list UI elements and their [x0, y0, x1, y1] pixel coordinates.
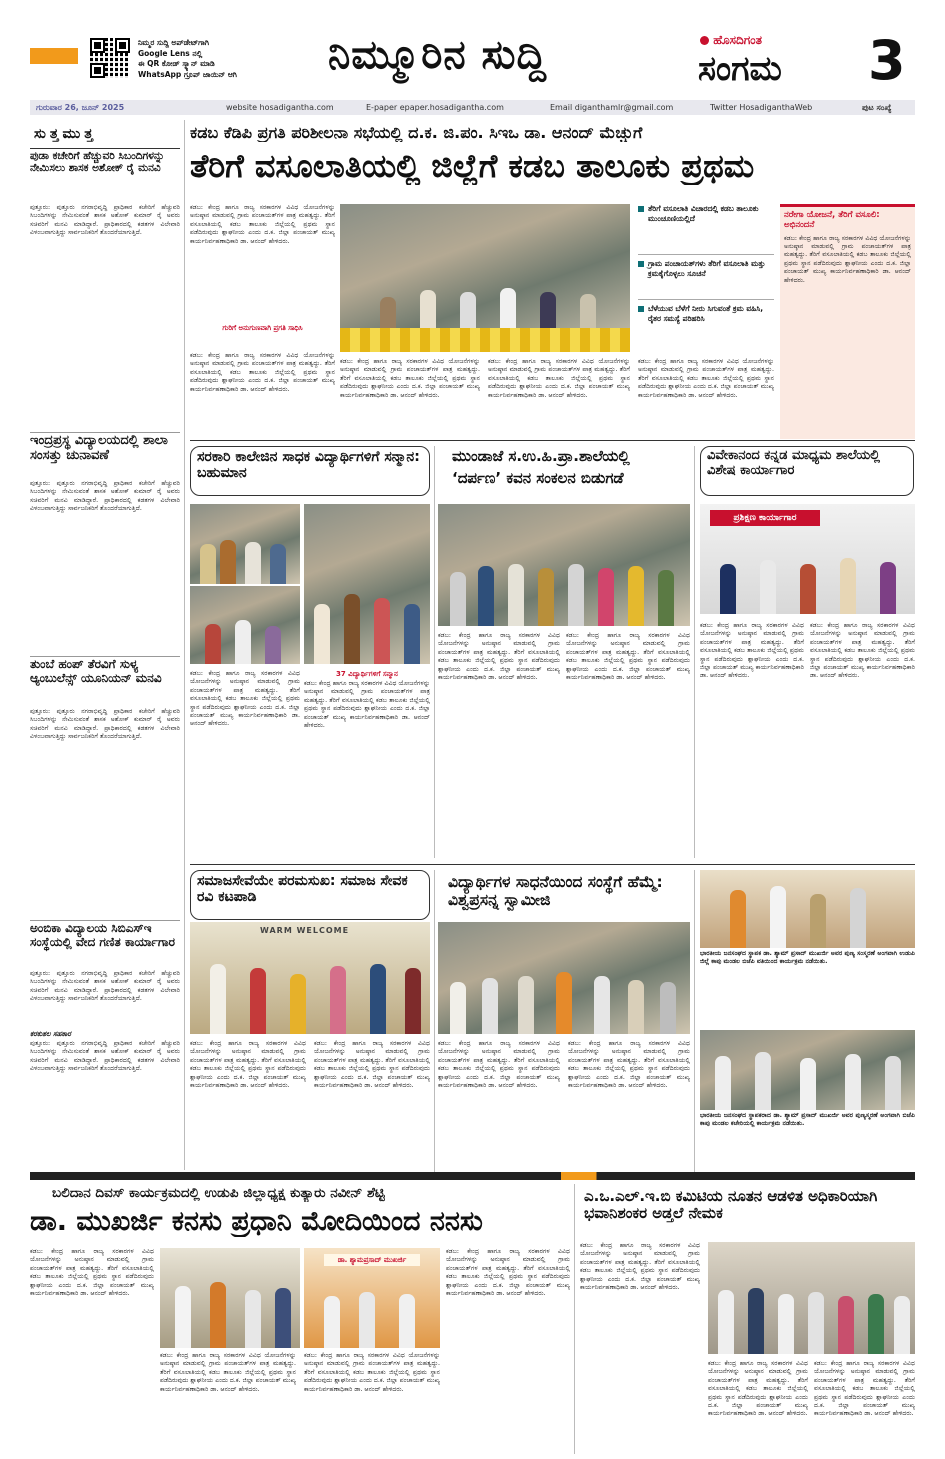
- sidebox-body: ಕಡಬ: ಕೇಂದ್ರ ಹಾಗೂ ರಾಜ್ಯ ಸರಕಾರಗಳ ವಿವಿಧ ಯೋಜನೆಗಳನ್ನು ಅನುಷ್ಠಾನ ಮಾಡುವಲ್ಲಿ ಗ್ರಾಮ ಪಂಚಾಯತ್‌ಗಳ ಪಾತ್ರ ಮಹತ್ವದ್ದು. ತೆರಿಗೆ ವಸೂಲಾತಿಯಲ್ಲಿ ಕಡಬ ತಾಲೂಕು ಜಿಲ್ಲೆಯಲ್ಲಿ ಪ್ರಥಮ ಸ್ಥಾನ ಪಡೆದಿರುವುದು ಶ್ಲಾಘನೀಯ ಎಂದು ದ.ಕ. ಜಿಲ್ಲಾ ಪಂಚಾಯತ್ ಮುಖ್ಯ ಕಾರ್ಯನಿರ್ವಹಣಾಧಿಕಾರಿ ಡಾ. ಆನಂದ್ ಹೇಳಿದರು.: [784, 234, 911, 284]
- ravi-body-1: ಕಡಬ: ಕೇಂದ್ರ ಹಾಗೂ ರಾಜ್ಯ ಸರಕಾರಗಳ ವಿವಿಧ ಯೋಜನೆಗಳನ್ನು ಅನುಷ್ಠಾನ ಮಾಡುವಲ್ಲಿ ಗ್ರಾಮ ಪಂಚಾಯತ್‌ಗಳ ಪಾತ್ರ ಮಹತ್ವದ್ದು. ತೆರಿಗೆ ವಸೂಲಾತಿಯಲ್ಲಿ ಕಡಬ ತಾಲೂಕು ಜಿಲ್ಲೆಯಲ್ಲಿ ಪ್ರಥಮ ಸ್ಥಾನ ಪಡೆದಿರುವುದು ಶ್ಲಾಘನೀಯ ಎಂದು ದ.ಕ. ಜಿಲ್ಲಾ ಪಂಚಾಯತ್ ಮುಖ್ಯ ಕಾರ್ಯನಿರ್ವಹಣಾಧಿಕಾರಿ ಡಾ. ಆನಂದ್ ಹೇಳಿದರು.: [190, 1040, 306, 1090]
- issue-date: ಗುರುವಾರ 26, ಜೂನ್ 2025: [36, 103, 125, 112]
- brief-headline-4: ಅಂಬಿಕಾ ವಿದ್ಯಾಲಯ ಸಿಬಿಎಸ್‌ಇ ಸಂಸ್ಥೆಯಲ್ಲಿ ವೇದ ಗಣಿತ ಕಾರ್ಯಾಗಾರ: [30, 921, 175, 949]
- mundaje-headline-2: ‘ದರ್ಪಣ’ ಕವನ ಸಂಕಲನ ಬಿಡುಗಡೆ: [452, 469, 624, 487]
- vivekananda-photo: [700, 504, 915, 614]
- story-vivekananda: [700, 446, 915, 861]
- kapu-caption-2: ಭಾರತೀಯ ಜನಸಂಘದ ಸ್ಥಾಪಕರಾದ ಡಾ. ಶ್ಯಾಮ್ ಪ್ರಸಾದ್ ಮುಖರ್ಜಿ ಅವರ ಪುಣ್ಯಸ್ಮರಣೆ ಅಂಗವಾಗಿ ಬಿಜೆಪಿ ಕಾಪು ಮಂಡಲ ಕಚೇರಿಯಲ್ಲಿ ಕಾರ್ಯಕ್ರಮ ನಡೆಯಿತು.: [700, 1112, 915, 1128]
- brief-headline-3: ತುಂಬೆ ಹಂಪ್ ತೆರವಿಗೆ ಸುಳ್ಯ ಆ್ಯಂಬುಲೆನ್ಸ್ ಯೂನಿಯನ್ ಮನವಿ: [30, 657, 162, 685]
- lead-bullet-2: ಗ್ರಾಮ ಪಂಚಾಯತ್‌ಗಳು ತೆರಿಗೆ ವಸೂಲಾತಿ ಮತ್ತು ಕ್ರಮಕೈಗೊಳ್ಳಲು ಸೂಚನೆ: [638, 259, 774, 300]
- brand-name: [700, 34, 762, 48]
- epaper-link[interactable]: E-paper epaper.hosadigantha.com: [366, 103, 504, 112]
- mundaje-body-2: ಕಡಬ: ಕೇಂದ್ರ ಹಾಗೂ ರಾಜ್ಯ ಸರಕಾರಗಳ ವಿವಿಧ ಯೋಜನೆಗಳನ್ನು ಅನುಷ್ಠಾನ ಮಾಡುವಲ್ಲಿ ಗ್ರಾಮ ಪಂಚಾಯತ್‌ಗಳ ಪಾತ್ರ ಮಹತ್ವದ್ದು. ತೆರಿಗೆ ವಸೂಲಾತಿಯಲ್ಲಿ ಕಡಬ ತಾಲೂಕು ಜಿಲ್ಲೆಯಲ್ಲಿ ಪ್ರಥಮ ಸ್ಥಾನ ಪಡೆದಿರುವುದು ಶ್ಲಾಘನೀಯ ಎಂದು ದ.ಕ. ಜಿಲ್ಲಾ ಪಂಚಾಯತ್ ಮುಖ್ಯ ಕಾರ್ಯನಿರ್ವಹಣಾಧಿಕಾರಿ ಡಾ. ಆನಂದ್ ಹೇಳಿದರು.: [566, 632, 690, 682]
- lead-body-col2: ಕಡಬ: ಕೇಂದ್ರ ಹಾಗೂ ರಾಜ್ಯ ಸರಕಾರಗಳ ವಿವಿಧ ಯೋಜನೆಗಳನ್ನು ಅನುಷ್ಠಾನ ಮಾಡುವಲ್ಲಿ ಗ್ರಾಮ ಪಂಚಾಯತ್‌ಗಳ ಪಾತ್ರ ಮಹತ್ವದ್ದು. ತೆರಿಗೆ ವಸೂಲಾತಿಯಲ್ಲಿ ಕಡಬ ತಾಲೂಕು ಜಿಲ್ಲೆಯಲ್ಲಿ ಪ್ರಥಮ ಸ್ಥಾನ ಪಡೆದಿರುವುದು ಶ್ಲಾಘನೀಯ ಎಂದು ದ.ಕ. ಜಿಲ್ಲಾ ಪಂಚಾಯತ್ ಮುಖ್ಯ ಕಾರ್ಯನಿರ್ವಹಣಾಧಿಕಾರಿ ಡಾ. ಆನಂದ್ ಹೇಳಿದರು.: [340, 358, 480, 399]
- aoleb-headline: ಎ.ಒ.ಎಲ್.ಇ.ಬಿ ಕಮಿಟಿಯ ನೂತನ ಆಡಳಿತ ಅಧಿಕಾರಿಯಾಗಿ ಭವಾನಿಶಂಕರ ಅಡ್ತಲೆ ನೇಮಕ: [584, 1187, 878, 1223]
- email-link[interactable]: Email diganthamlr@gmail.com: [550, 103, 674, 112]
- page-number: 3: [868, 29, 906, 92]
- lead-kicker: ಕಡಬ ಕೆಡಿಪಿ ಪ್ರಗತಿ ಪರಿಶೀಲನಾ ಸಭೆಯಲ್ಲಿ ದ.ಕ. ಜಿ.ಪಂ. ಸಿಇಒ ಡಾ. ಆನಂದ್ ಮೆಚ್ಚುಗೆ: [190, 124, 643, 142]
- brief-body-3: ಪುತ್ತೂರು: ಪುತ್ತೂರು ನಗರಾಭಿವೃದ್ಧಿ ಪ್ರಾಧಿಕಾರ ಕಚೇರಿಗೆ ಹೆಚ್ಚುವರಿ ಸಿಬಂದಿಗಳನ್ನು ನೇಮಿಸುವಂತೆ ಶಾಸಕ ಅಶೋಕ್ ಕುಮಾರ್ ರೈ ಅವರು ಸಚಿವರಿಗೆ ಮನವಿ ಮಾಡಿದ್ದಾರೆ. ಪ್ರಾಧಿಕಾರದಲ್ಲಿ ಕಡತಗಳ ವಿಲೇವಾರಿ ವಿಳಂಬವಾಗುತ್ತಿದ್ದು ಸಾರ್ವಜನಿಕರಿಗೆ ತೊಂದರೆಯಾಗುತ್ತಿದೆ.: [30, 708, 180, 741]
- swamiji-body-2: ಕಡಬ: ಕೇಂದ್ರ ಹಾಗೂ ರಾಜ್ಯ ಸರಕಾರಗಳ ವಿವಿಧ ಯೋಜನೆಗಳನ್ನು ಅನುಷ್ಠಾನ ಮಾಡುವಲ್ಲಿ ಗ್ರಾಮ ಪಂಚಾಯತ್‌ಗಳ ಪಾತ್ರ ಮಹತ್ವದ್ದು. ತೆರಿಗೆ ವಸೂಲಾತಿಯಲ್ಲಿ ಕಡಬ ತಾಲೂಕು ಜಿಲ್ಲೆಯಲ್ಲಿ ಪ್ರಥಮ ಸ್ಥಾನ ಪಡೆದಿರುವುದು ಶ್ಲಾಘನೀಯ ಎಂದು ದ.ಕ. ಜಿಲ್ಲಾ ಪಂಚಾಯತ್ ಮುಖ್ಯ ಕಾರ್ಯನಿರ್ವಹಣಾಧಿಕಾರಿ ಡಾ. ಆನಂದ್ ಹೇಳಿದರು.: [568, 1040, 690, 1090]
- aoleb-body-3: ಕಡಬ: ಕೇಂದ್ರ ಹಾಗೂ ರಾಜ್ಯ ಸರಕಾರಗಳ ವಿವಿಧ ಯೋಜನೆಗಳನ್ನು ಅನುಷ್ಠಾನ ಮಾಡುವಲ್ಲಿ ಗ್ರಾಮ ಪಂಚಾಯತ್‌ಗಳ ಪಾತ್ರ ಮಹತ್ವದ್ದು. ತೆರಿಗೆ ವಸೂಲಾತಿಯಲ್ಲಿ ಕಡಬ ತಾಲೂಕು ಜಿಲ್ಲೆಯಲ್ಲಿ ಪ್ರಥಮ ಸ್ಥಾನ ಪಡೆದಿರುವುದು ಶ್ಲಾಘನೀಯ ಎಂದು ದ.ಕ. ಜಿಲ್ಲಾ ಪಂಚಾಯತ್ ಮುಖ್ಯ ಕಾರ್ಯನಿರ್ವಹಣಾಧಿಕಾರಿ ಡಾ. ಆನಂದ್ ಹೇಳಿದರು.: [814, 1360, 915, 1418]
- college-body-1: ಕಡಬ: ಕೇಂದ್ರ ಹಾಗೂ ರಾಜ್ಯ ಸರಕಾರಗಳ ವಿವಿಧ ಯೋಜನೆಗಳನ್ನು ಅನುಷ್ಠಾನ ಮಾಡುವಲ್ಲಿ ಗ್ರಾಮ ಪಂಚಾಯತ್‌ಗಳ ಪಾತ್ರ ಮಹತ್ವದ್ದು. ತೆರಿಗೆ ವಸೂಲಾತಿಯಲ್ಲಿ ಕಡಬ ತಾಲೂಕು ಜಿಲ್ಲೆಯಲ್ಲಿ ಪ್ರಥಮ ಸ್ಥಾನ ಪಡೆದಿರುವುದು ಶ್ಲಾಘನೀಯ ಎಂದು ದ.ಕ. ಜಿಲ್ಲಾ ಪಂಚಾಯತ್ ಮುಖ್ಯ ಕಾರ್ಯನಿರ್ವಹಣಾಧಿಕಾರಿ ಡಾ. ಆನಂದ್ ಹೇಳಿದರು.: [190, 670, 300, 728]
- mukherjee-body-4: ಕಡಬ: ಕೇಂದ್ರ ಹಾಗೂ ರಾಜ್ಯ ಸರಕಾರಗಳ ವಿವಿಧ ಯೋಜನೆಗಳನ್ನು ಅನುಷ್ಠಾನ ಮಾಡುವಲ್ಲಿ ಗ್ರಾಮ ಪಂಚಾಯತ್‌ಗಳ ಪಾತ್ರ ಮಹತ್ವದ್ದು. ತೆರಿಗೆ ವಸೂಲಾತಿಯಲ್ಲಿ ಕಡಬ ತಾಲೂಕು ಜಿಲ್ಲೆಯಲ್ಲಿ ಪ್ರಥಮ ಸ್ಥಾನ ಪಡೆದಿರುವುದು ಶ್ಲಾಘನೀಯ ಎಂದು ದ.ಕ. ಜಿಲ್ಲಾ ಪಂಚಾಯತ್ ಮುಖ್ಯ ಕಾರ್ಯನಿರ್ವಹಣಾಧಿಕಾರಿ ಡಾ. ಆನಂದ್ ಹೇಳಿದರು.: [446, 1248, 570, 1298]
- aoleb-photo: [708, 1242, 915, 1354]
- qr-note-line2: Google Lens ನಲ್ಲಿ: [138, 48, 203, 58]
- lead-photo: [340, 204, 630, 352]
- brief-body-2: ಪುತ್ತೂರು: ಪುತ್ತೂರು ನಗರಾಭಿವೃದ್ಧಿ ಪ್ರಾಧಿಕಾರ ಕಚೇರಿಗೆ ಹೆಚ್ಚುವರಿ ಸಿಬಂದಿಗಳನ್ನು ನೇಮಿಸುವಂತೆ ಶಾಸಕ ಅಶೋಕ್ ಕುಮಾರ್ ರೈ ಅವರು ಸಚಿವರಿಗೆ ಮನವಿ ಮಾಡಿದ್ದಾರೆ. ಪ್ರಾಧಿಕಾರದಲ್ಲಿ ಕಡತಗಳ ವಿಲೇವಾರಿ ವಿಳಂಬವಾಗುತ್ತಿದ್ದು ಸಾರ್ವಜನಿಕರಿಗೆ ತೊಂದರೆಯಾಗುತ್ತಿದೆ.: [30, 480, 180, 513]
- mukherjee-banner: ಡಾ. ಶ್ಯಾಮಪ್ರಸಾದ್ ಮುಖರ್ಜಿ: [324, 1254, 420, 1266]
- mundaje-headline-1: ಮುಂಡಾಜೆ ಸ.ಉ.ಹಿ.ಪ್ರಾ.ಶಾಲೆಯಲ್ಲಿ: [452, 447, 630, 465]
- brief-body-4b: ಪುತ್ತೂರು: ಪುತ್ತೂರು ನಗರಾಭಿವೃದ್ಧಿ ಪ್ರಾಧಿಕಾರ ಕಚೇರಿಗೆ ಹೆಚ್ಚುವರಿ ಸಿಬಂದಿಗಳನ್ನು ನೇಮಿಸುವಂತೆ ಶಾಸಕ ಅಶೋಕ್ ಕುಮಾರ್ ರೈ ಅವರು ಸಚಿವರಿಗೆ ಮನವಿ ಮಾಡಿದ್ದಾರೆ. ಪ್ರಾಧಿಕಾರದಲ್ಲಿ ಕಡತಗಳ ವಿಲೇವಾರಿ ವಿಳಂಬವಾಗುತ್ತಿದ್ದು ಸಾರ್ವಜನಿಕರಿಗೆ ತೊಂದರೆಯಾಗುತ್ತಿದೆ.: [30, 1040, 180, 1073]
- college-body-2: ಕಡಬ: ಕೇಂದ್ರ ಹಾಗೂ ರಾಜ್ಯ ಸರಕಾರಗಳ ವಿವಿಧ ಯೋಜನೆಗಳನ್ನು ಅನುಷ್ಠಾನ ಮಾಡುವಲ್ಲಿ ಗ್ರಾಮ ಪಂಚಾಯತ್‌ಗಳ ಪಾತ್ರ ಮಹತ್ವದ್ದು. ತೆರಿಗೆ ವಸೂಲಾತಿಯಲ್ಲಿ ಕಡಬ ತಾಲೂಕು ಜಿಲ್ಲೆಯಲ್ಲಿ ಪ್ರಥಮ ಸ್ಥಾನ ಪಡೆದಿರುವುದು ಶ್ಲಾಘನೀಯ ಎಂದು ದ.ಕ. ಜಿಲ್ಲಾ ಪಂಚಾಯತ್ ಮುಖ್ಯ ಕಾರ್ಯನಿರ್ವಹಣಾಧಿಕಾರಿ ಡಾ. ಆನಂದ್ ಹೇಳಿದರು.: [304, 680, 430, 730]
- brief-body-4a: ಪುತ್ತೂರು: ಪುತ್ತೂರು ನಗರಾಭಿವೃದ್ಧಿ ಪ್ರಾಧಿಕಾರ ಕಚೇರಿಗೆ ಹೆಚ್ಚುವರಿ ಸಿಬಂದಿಗಳನ್ನು ನೇಮಿಸುವಂತೆ ಶಾಸಕ ಅಶೋಕ್ ಕುಮಾರ್ ರೈ ಅವರು ಸಚಿವರಿಗೆ ಮನವಿ ಮಾಡಿದ್ದಾರೆ. ಪ್ರಾಧಿಕಾರದಲ್ಲಿ ಕಡತಗಳ ವಿಲೇವಾರಿ ವಿಳಂಬವಾಗುತ್ತಿದ್ದು ಸಾರ್ವಜನಿಕರಿಗೆ ತೊಂದರೆಯಾಗುತ್ತಿದೆ.: [30, 970, 180, 1003]
- ravi-photo: [190, 922, 430, 1034]
- lead-body-col1: ಕಡಬ: ಕೇಂದ್ರ ಹಾಗೂ ರಾಜ್ಯ ಸರಕಾರಗಳ ವಿವಿಧ ಯೋಜನೆಗಳನ್ನು ಅನುಷ್ಠಾನ ಮಾಡುವಲ್ಲಿ ಗ್ರಾಮ ಪಂಚಾಯತ್‌ಗಳ ಪಾತ್ರ ಮಹತ್ವದ್ದು. ತೆರಿಗೆ ವಸೂಲಾತಿಯಲ್ಲಿ ಕಡಬ ತಾಲೂಕು ಜಿಲ್ಲೆಯಲ್ಲಿ ಪ್ರಥಮ ಸ್ಥಾನ ಪಡೆದಿರುವುದು ಶ್ಲಾಘನೀಯ ಎಂದು ದ.ಕ. ಜಿಲ್ಲಾ ಪಂಚಾಯತ್ ಮುಖ್ಯ ಕಾರ್ಯನಿರ್ವಹಣಾಧಿಕಾರಿ ಡಾ. ಆನಂದ್ ಹೇಳಿದರು.: [190, 352, 335, 393]
- mukherjee-body-1: ಕಡಬ: ಕೇಂದ್ರ ಹಾಗೂ ರಾಜ್ಯ ಸರಕಾರಗಳ ವಿವಿಧ ಯೋಜನೆಗಳನ್ನು ಅನುಷ್ಠಾನ ಮಾಡುವಲ್ಲಿ ಗ್ರಾಮ ಪಂಚಾಯತ್‌ಗಳ ಪಾತ್ರ ಮಹತ್ವದ್ದು. ತೆರಿಗೆ ವಸೂಲಾತಿಯಲ್ಲಿ ಕಡಬ ತಾಲೂಕು ಜಿಲ್ಲೆಯಲ್ಲಿ ಪ್ರಥಮ ಸ್ಥಾನ ಪಡೆದಿರುವುದು ಶ್ಲಾಘನೀಯ ಎಂದು ದ.ಕ. ಜಿಲ್ಲಾ ಪಂಚಾಯತ್ ಮುಖ್ಯ ಕಾರ್ಯನಿರ್ವಹಣಾಧಿಕಾರಿ ಡಾ. ಆನಂದ್ ಹೇಳಿದರು.: [30, 1248, 154, 1298]
- story-mundaje: [438, 446, 690, 861]
- mukherjee-photo-2: [304, 1248, 440, 1348]
- college-headline: ಸರಕಾರಿ ಕಾಲೇಜಿನ ಸಾಧಕ ವಿದ್ಯಾರ್ಥಿಗಳಿಗೆ ಸನ್ಮಾನ: ಬಹುಮಾನ: [190, 446, 430, 496]
- lead-body-col4: ಕಡಬ: ಕೇಂದ್ರ ಹಾಗೂ ರಾಜ್ಯ ಸರಕಾರಗಳ ವಿವಿಧ ಯೋಜನೆಗಳನ್ನು ಅನುಷ್ಠಾನ ಮಾಡುವಲ್ಲಿ ಗ್ರಾಮ ಪಂಚಾಯತ್‌ಗಳ ಪಾತ್ರ ಮಹತ್ವದ್ದು. ತೆರಿಗೆ ವಸೂಲಾತಿಯಲ್ಲಿ ಕಡಬ ತಾಲೂಕು ಜಿಲ್ಲೆಯಲ್ಲಿ ಪ್ರಥಮ ಸ್ಥಾನ ಪಡೆದಿರುವುದು ಶ್ಲಾಘನೀಯ ಎಂದು ದ.ಕ. ಜಿಲ್ಲಾ ಪಂಚಾಯತ್ ಮುಖ್ಯ ಕಾರ್ಯನಿರ್ವಹಣಾಧಿಕಾರಿ ಡಾ. ಆನಂದ್ ಹೇಳಿದರು.: [638, 358, 774, 399]
- ravi-headline: ಸಮಾಜಸೇವೆಯೇ ಪರಮಸುಖ: ಸಮಾಜ ಸೇವಕ ರವಿ ಕಟಪಾಡಿ: [190, 870, 430, 920]
- story-ravi: [190, 870, 430, 1176]
- column-header: ಸುತ್ತಮುತ್ತ: [34, 126, 97, 142]
- mukherjee-photo-1: [160, 1248, 300, 1348]
- website-link[interactable]: website hosadigantha.com: [226, 103, 334, 112]
- lead-subhead: ಗುರಿಗೆ ಅನುಗುಣವಾಗಿ ಪ್ರಗತಿ ಸಾಧಿಸಿ: [222, 324, 303, 332]
- qr-note-line1: ನಿಮ್ಮರ ಸುದ್ದಿ ಅಪ್‌ಡೇಟ್‌ಗಾಗಿ: [138, 38, 209, 47]
- college-subhead: 37 ವಿದ್ಯಾರ್ಥಿಗಳಿಗೆ ಸನ್ಮಾನ: [336, 670, 398, 678]
- section-title: ಸಂಗಮ: [698, 49, 782, 89]
- qr-note-line3: ಈ QR ಕೋಡ್ ಸ್ಕ್ಯಾನ್ ಮಾಡಿ: [138, 59, 215, 68]
- kapu-caption-1: ಭಾರತೀಯ ಜನಸಂಘದ ಸ್ಥಾಪಕ ಡಾ. ಶ್ಯಾಮ್ ಪ್ರಸಾದ್ ಮುಖರ್ಜಿ ಅವರ ಪುಣ್ಯ ಸಂಸ್ಮರಣೆ ಅಂಗವಾಗಿ ಉಡುಪಿ ಜಿಲ್ಲೆ ಕಾಪು ಮಂಡಲ ಬಿಜೆಪಿ ವತಿಯಿಂದ ಕಾರ್ಯಕ್ರಮ ನಡೆಯಿತು.: [700, 950, 915, 966]
- bottom-divider: [30, 1172, 915, 1180]
- brand-logo-icon: [700, 36, 709, 45]
- story-aoleb: [580, 1184, 915, 1454]
- vivekananda-headline: ವಿವೇಕಾನಂದ ಕನ್ನಡ ಮಾಧ್ಯಮ ಶಾಲೆಯಲ್ಲಿ ವಿಶೇಷ ಕಾರ್ಯಾಗಾರ: [700, 446, 914, 496]
- bottom-kicker: ಬಲಿದಾನ ದಿವಸ್ ಕಾರ್ಯಕ್ರಮದಲ್ಲಿ ಉಡುಪಿ ಜಿಲ್ಲಾಧ್ಯಕ್ಷ ಕುತ್ಯಾರು ನವೀನ್ ಶೆಟ್ಟಿ: [52, 1186, 385, 1201]
- aoleb-body-2: ಕಡಬ: ಕೇಂದ್ರ ಹಾಗೂ ರಾಜ್ಯ ಸರಕಾರಗಳ ವಿವಿಧ ಯೋಜನೆಗಳನ್ನು ಅನುಷ್ಠಾನ ಮಾಡುವಲ್ಲಿ ಗ್ರಾಮ ಪಂಚಾಯತ್‌ಗಳ ಪಾತ್ರ ಮಹತ್ವದ್ದು. ತೆರಿಗೆ ವಸೂಲಾತಿಯಲ್ಲಿ ಕಡಬ ತಾಲೂಕು ಜಿಲ್ಲೆಯಲ್ಲಿ ಪ್ರಥಮ ಸ್ಥಾನ ಪಡೆದಿರುವುದು ಶ್ಲಾಘನೀಯ ಎಂದು ದ.ಕ. ಜಿಲ್ಲಾ ಪಂಚಾಯತ್ ಮುಖ್ಯ ಕಾರ್ಯನಿರ್ವಹಣಾಧಿಕಾರಿ ಡಾ. ಆನಂದ್ ಹೇಳಿದರು.: [708, 1360, 808, 1418]
- kapu-photo-1: [700, 870, 915, 948]
- story-swamiji: [438, 870, 690, 1176]
- lead-bullets: [638, 204, 774, 354]
- college-photo: [190, 504, 300, 584]
- story-mukherjee: [30, 1184, 570, 1454]
- lead-body-left: ಕಡಬ: ಕೇಂದ್ರ ಹಾಗೂ ರಾಜ್ಯ ಸರಕಾರಗಳ ವಿವಿಧ ಯೋಜನೆಗಳನ್ನು ಅನುಷ್ಠಾನ ಮಾಡುವಲ್ಲಿ ಗ್ರಾಮ ಪಂಚಾಯತ್‌ಗಳ ಪಾತ್ರ ಮಹತ್ವದ್ದು. ತೆರಿಗೆ ವಸೂಲಾತಿಯಲ್ಲಿ ಕಡಬ ತಾಲೂಕು ಜಿಲ್ಲೆಯಲ್ಲಿ ಪ್ರಥಮ ಸ್ಥಾನ ಪಡೆದಿರುವುದು ಶ್ಲಾಘನೀಯ ಎಂದು ದ.ಕ. ಜಿಲ್ಲಾ ಪಂಚಾಯತ್ ಮುಖ್ಯ ಕಾರ್ಯನಿರ್ವಹಣಾಧಿಕಾರಿ ಡಾ. ಆನಂದ್ ಹೇಳಿದರು.: [190, 204, 335, 245]
- mundaje-photo: [438, 504, 690, 626]
- masthead: [0, 0, 945, 98]
- ravi-photo-banner: WARM WELCOME: [260, 926, 350, 935]
- lead-headline: ತೆರಿಗೆ ವಸೂಲಾತಿಯಲ್ಲಿ ಜಿಲ್ಲೆಗೆ ಕಡಬ ತಾಲೂಕು ಪ್ರಥಮ: [190, 148, 755, 185]
- story-mukherjee-photos: [700, 870, 915, 1176]
- bottom-headline: ಡಾ. ಮುಖರ್ಜಿ ಕನಸು ಪ್ರಧಾನಿ ಮೋದಿಯಿಂದ ನನಸು: [30, 1206, 483, 1237]
- brand-label: ಹೊಸದಿಗಂತ: [713, 33, 762, 47]
- college-photo-3: [304, 504, 430, 664]
- kapu-photo-2: [700, 1030, 915, 1110]
- aoleb-body-1: ಕಡಬ: ಕೇಂದ್ರ ಹಾಗೂ ರಾಜ್ಯ ಸರಕಾರಗಳ ವಿವಿಧ ಯೋಜನೆಗಳನ್ನು ಅನುಷ್ಠಾನ ಮಾಡುವಲ್ಲಿ ಗ್ರಾಮ ಪಂಚಾಯತ್‌ಗಳ ಪಾತ್ರ ಮಹತ್ವದ್ದು. ತೆರಿಗೆ ವಸೂಲಾತಿಯಲ್ಲಿ ಕಡಬ ತಾಲೂಕು ಜಿಲ್ಲೆಯಲ್ಲಿ ಪ್ರಥಮ ಸ್ಥಾನ ಪಡೆದಿರುವುದು ಶ್ಲಾಘನೀಯ ಎಂದು ದ.ಕ. ಜಿಲ್ಲಾ ಪಂಚಾಯತ್ ಮುಖ್ಯ ಕಾರ್ಯನಿರ್ವಹಣಾಧಿಕಾರಿ ಡಾ. ಆನಂದ್ ಹೇಳಿದರು.: [580, 1242, 700, 1292]
- ravi-body-2: ಕಡಬ: ಕೇಂದ್ರ ಹಾಗೂ ರಾಜ್ಯ ಸರಕಾರಗಳ ವಿವಿಧ ಯೋಜನೆಗಳನ್ನು ಅನುಷ್ಠಾನ ಮಾಡುವಲ್ಲಿ ಗ್ರಾಮ ಪಂಚಾಯತ್‌ಗಳ ಪಾತ್ರ ಮಹತ್ವದ್ದು. ತೆರಿಗೆ ವಸೂಲಾತಿಯಲ್ಲಿ ಕಡಬ ತಾಲೂಕು ಜಿಲ್ಲೆಯಲ್ಲಿ ಪ್ರಥಮ ಸ್ಥಾನ ಪಡೆದಿರುವುದು ಶ್ಲಾಘನೀಯ ಎಂದು ದ.ಕ. ಜಿಲ್ಲಾ ಪಂಚಾಯತ್ ಮುಖ್ಯ ಕಾರ್ಯನಿರ್ವಹಣಾಧಿಕಾರಿ ಡಾ. ಆನಂದ್ ಹೇಳಿದರು.: [314, 1040, 430, 1090]
- swamiji-photo: [438, 922, 690, 1034]
- brief-headline-2: ಇಂದ್ರಪ್ರಸ್ಥ ವಿದ್ಯಾಲಯದಲ್ಲಿ ಶಾಲಾ ಸಂಸತ್ತು ಚುನಾವಣೆ: [30, 433, 168, 463]
- brief-subhead-4: ಕರಕುಶಲ ಸಹಕಾರ: [30, 1030, 71, 1038]
- college-photo-2: [190, 586, 300, 664]
- info-bar: [30, 100, 915, 115]
- brief-headline-1: ಪುಡಾ ಕಚೇರಿಗೆ ಹೆಚ್ಚುವರಿ ಸಿಬಂದಿಗಳನ್ನು ನೇಮಿಸಲು ಶಾಸಕ ಅಶೋಕ್ ರೈ ಮನವಿ: [30, 150, 165, 175]
- swamiji-headline: ವಿದ್ಯಾರ್ಥಿಗಳ ಸಾಧನೆಯಿಂದ ಸಂಸ್ಥೆಗೆ ಹೆಮ್ಮೆ: ವಿಶ್ವಪ್ರಸನ್ನ ಸ್ವಾಮೀಜಿ: [448, 873, 663, 909]
- sidebox-title: ನರೇಗಾ ಯೋಜನೆ, ತೆರಿಗೆ ವಸೂಲಿ: ಅಭಿನಂದನೆ: [784, 210, 880, 230]
- vivekananda-body-2: ಕಡಬ: ಕೇಂದ್ರ ಹಾಗೂ ರಾಜ್ಯ ಸರಕಾರಗಳ ವಿವಿಧ ಯೋಜನೆಗಳನ್ನು ಅನುಷ್ಠಾನ ಮಾಡುವಲ್ಲಿ ಗ್ರಾಮ ಪಂಚಾಯತ್‌ಗಳ ಪಾತ್ರ ಮಹತ್ವದ್ದು. ತೆರಿಗೆ ವಸೂಲಾತಿಯಲ್ಲಿ ಕಡಬ ತಾಲೂಕು ಜಿಲ್ಲೆಯಲ್ಲಿ ಪ್ರಥಮ ಸ್ಥಾನ ಪಡೆದಿರುವುದು ಶ್ಲಾಘನೀಯ ಎಂದು ದ.ಕ. ಜಿಲ್ಲಾ ಪಂಚಾಯತ್ ಮುಖ್ಯ ಕಾರ್ಯನಿರ್ವಹಣಾಧಿಕಾರಿ ಡಾ. ಆನಂದ್ ಹೇಳಿದರು.: [810, 622, 915, 680]
- brief-body-1: ಪುತ್ತೂರು: ಪುತ್ತೂರು ನಗರಾಭಿವೃದ್ಧಿ ಪ್ರಾಧಿಕಾರ ಕಚೇರಿಗೆ ಹೆಚ್ಚುವರಿ ಸಿಬಂದಿಗಳನ್ನು ನೇಮಿಸುವಂತೆ ಶಾಸಕ ಅಶೋಕ್ ಕುಮಾರ್ ರೈ ಅವರು ಸಚಿವರಿಗೆ ಮನವಿ ಮಾಡಿದ್ದಾರೆ. ಪ್ರಾಧಿಕಾರದಲ್ಲಿ ಕಡತಗಳ ವಿಲೇವಾರಿ ವಿಳಂಬವಾಗುತ್ತಿದ್ದು ಸಾರ್ವಜನಿಕರಿಗೆ ತೊಂದರೆಯಾಗುತ್ತಿದೆ.: [30, 204, 180, 237]
- left-column: [30, 120, 180, 1170]
- mukherjee-body-3: ಕಡಬ: ಕೇಂದ್ರ ಹಾಗೂ ರಾಜ್ಯ ಸರಕಾರಗಳ ವಿವಿಧ ಯೋಜನೆಗಳನ್ನು ಅನುಷ್ಠಾನ ಮಾಡುವಲ್ಲಿ ಗ್ರಾಮ ಪಂಚಾಯತ್‌ಗಳ ಪಾತ್ರ ಮಹತ್ವದ್ದು. ತೆರಿಗೆ ವಸೂಲಾತಿಯಲ್ಲಿ ಕಡಬ ತಾಲೂಕು ಜಿಲ್ಲೆಯಲ್ಲಿ ಪ್ರಥಮ ಸ್ಥಾನ ಪಡೆದಿರುವುದು ಶ್ಲಾಘನೀಯ ಎಂದು ದ.ಕ. ಜಿಲ್ಲಾ ಪಂಚಾಯತ್ ಮುಖ್ಯ ಕಾರ್ಯನಿರ್ವಹಣಾಧಿಕಾರಿ ಡಾ. ಆನಂದ್ ಹೇಳಿದರು.: [304, 1352, 440, 1393]
- vivekananda-body-1: ಕಡಬ: ಕೇಂದ್ರ ಹಾಗೂ ರಾಜ್ಯ ಸರಕಾರಗಳ ವಿವಿಧ ಯೋಜನೆಗಳನ್ನು ಅನುಷ್ಠಾನ ಮಾಡುವಲ್ಲಿ ಗ್ರಾಮ ಪಂಚಾಯತ್‌ಗಳ ಪಾತ್ರ ಮಹತ್ವದ್ದು. ತೆರಿಗೆ ವಸೂಲಾತಿಯಲ್ಲಿ ಕಡಬ ತಾಲೂಕು ಜಿಲ್ಲೆಯಲ್ಲಿ ಪ್ರಥಮ ಸ್ಥಾನ ಪಡೆದಿರುವುದು ಶ್ಲಾಘನೀಯ ಎಂದು ದ.ಕ. ಜಿಲ್ಲಾ ಪಂಚಾಯತ್ ಮುಖ್ಯ ಕಾರ್ಯನಿರ್ವಹಣಾಧಿಕಾರಿ ಡಾ. ಆನಂದ್ ಹೇಳಿದರು.: [700, 622, 804, 680]
- swamiji-body-1: ಕಡಬ: ಕೇಂದ್ರ ಹಾಗೂ ರಾಜ್ಯ ಸರಕಾರಗಳ ವಿವಿಧ ಯೋಜನೆಗಳನ್ನು ಅನುಷ್ಠಾನ ಮಾಡುವಲ್ಲಿ ಗ್ರಾಮ ಪಂಚಾಯತ್‌ಗಳ ಪಾತ್ರ ಮಹತ್ವದ್ದು. ತೆರಿಗೆ ವಸೂಲಾತಿಯಲ್ಲಿ ಕಡಬ ತಾಲೂಕು ಜಿಲ್ಲೆಯಲ್ಲಿ ಪ್ರಥಮ ಸ್ಥಾನ ಪಡೆದಿರುವುದು ಶ್ಲಾಘನೀಯ ಎಂದು ದ.ಕ. ಜಿಲ್ಲಾ ಪಂಚಾಯತ್ ಮುಖ್ಯ ಕಾರ್ಯನಿರ್ವಹಣಾಧಿಕಾರಿ ಡಾ. ಆನಂದ್ ಹೇಳಿದರು.: [438, 1040, 560, 1090]
- qr-note-line4: WhatsApp ಗ್ರೂಪ್ ಜಾಯಿನ್ ಆಗಿ: [138, 69, 237, 79]
- lead-story: [190, 120, 915, 438]
- page-label: ಪುಟ ಸಂಖ್ಯೆ: [862, 103, 892, 112]
- lead-sidebox: [780, 204, 915, 439]
- twitter-link[interactable]: Twitter HosadiganthaWeb: [710, 103, 813, 112]
- lead-bullet-1: ತೆರಿಗೆ ವಸೂಲಾತಿ ವಿಚಾರದಲ್ಲಿ ಕಡಬ ತಾಲೂಕು ಮುಂಚೂಣಿಯಲ್ಲಿದೆ: [638, 204, 774, 255]
- qr-code[interactable]: [90, 38, 130, 78]
- story-college: [190, 446, 430, 861]
- mukherjee-body-2: ಕಡಬ: ಕೇಂದ್ರ ಹಾಗೂ ರಾಜ್ಯ ಸರಕಾರಗಳ ವಿವಿಧ ಯೋಜನೆಗಳನ್ನು ಅನುಷ್ಠಾನ ಮಾಡುವಲ್ಲಿ ಗ್ರಾಮ ಪಂಚಾಯತ್‌ಗಳ ಪಾತ್ರ ಮಹತ್ವದ್ದು. ತೆರಿಗೆ ವಸೂಲಾತಿಯಲ್ಲಿ ಕಡಬ ತಾಲೂಕು ಜಿಲ್ಲೆಯಲ್ಲಿ ಪ್ರಥಮ ಸ್ಥಾನ ಪಡೆದಿರುವುದು ಶ್ಲಾಘನೀಯ ಎಂದು ದ.ಕ. ಜಿಲ್ಲಾ ಪಂಚಾಯತ್ ಮುಖ್ಯ ಕಾರ್ಯನಿರ್ವಹಣಾಧಿಕಾರಿ ಡಾ. ಆನಂದ್ ಹೇಳಿದರು.: [160, 1352, 296, 1393]
- mundaje-body-1: ಕಡಬ: ಕೇಂದ್ರ ಹಾಗೂ ರಾಜ್ಯ ಸರಕಾರಗಳ ವಿವಿಧ ಯೋಜನೆಗಳನ್ನು ಅನುಷ್ಠಾನ ಮಾಡುವಲ್ಲಿ ಗ್ರಾಮ ಪಂಚಾಯತ್‌ಗಳ ಪಾತ್ರ ಮಹತ್ವದ್ದು. ತೆರಿಗೆ ವಸೂಲಾತಿಯಲ್ಲಿ ಕಡಬ ತಾಲೂಕು ಜಿಲ್ಲೆಯಲ್ಲಿ ಪ್ರಥಮ ಸ್ಥಾನ ಪಡೆದಿರುವುದು ಶ್ಲಾಘನೀಯ ಎಂದು ದ.ಕ. ಜಿಲ್ಲಾ ಪಂಚಾಯತ್ ಮುಖ್ಯ ಕಾರ್ಯನಿರ್ವಹಣಾಧಿಕಾರಿ ಡಾ. ಆನಂದ್ ಹೇಳಿದರು.: [438, 632, 560, 682]
- qr-note: [138, 38, 288, 80]
- lead-body-col3: ಕಡಬ: ಕೇಂದ್ರ ಹಾಗೂ ರಾಜ್ಯ ಸರಕಾರಗಳ ವಿವಿಧ ಯೋಜನೆಗಳನ್ನು ಅನುಷ್ಠಾನ ಮಾಡುವಲ್ಲಿ ಗ್ರಾಮ ಪಂಚಾಯತ್‌ಗಳ ಪಾತ್ರ ಮಹತ್ವದ್ದು. ತೆರಿಗೆ ವಸೂಲಾತಿಯಲ್ಲಿ ಕಡಬ ತಾಲೂಕು ಜಿಲ್ಲೆಯಲ್ಲಿ ಪ್ರಥಮ ಸ್ಥಾನ ಪಡೆದಿರುವುದು ಶ್ಲಾಘನೀಯ ಎಂದು ದ.ಕ. ಜಿಲ್ಲಾ ಪಂಚಾಯತ್ ಮುಖ್ಯ ಕಾರ್ಯನಿರ್ವಹಣಾಧಿಕಾರಿ ಡಾ. ಆನಂದ್ ಹೇಳಿದರು.: [488, 358, 630, 399]
- orange-accent-bar: [30, 48, 78, 64]
- lead-bullet-3: ಬೆಳೆಯುವ ಬೆಳೆಗೆ ನೀರು ಸಿಗುವಂತೆ ಕ್ರಮ ವಹಿಸಿ, ರೈತರ ಸಮಸ್ಯೆ ಪರಿಹರಿಸಿ: [638, 304, 774, 354]
- vivekananda-banner: ಪ್ರಶಿಕ್ಷಣ ಕಾರ್ಯಾಗಾರ: [710, 510, 820, 526]
- masthead-title: ನಿಮ್ಮೂರಿನ ಸುದ್ದಿ: [328, 32, 547, 78]
